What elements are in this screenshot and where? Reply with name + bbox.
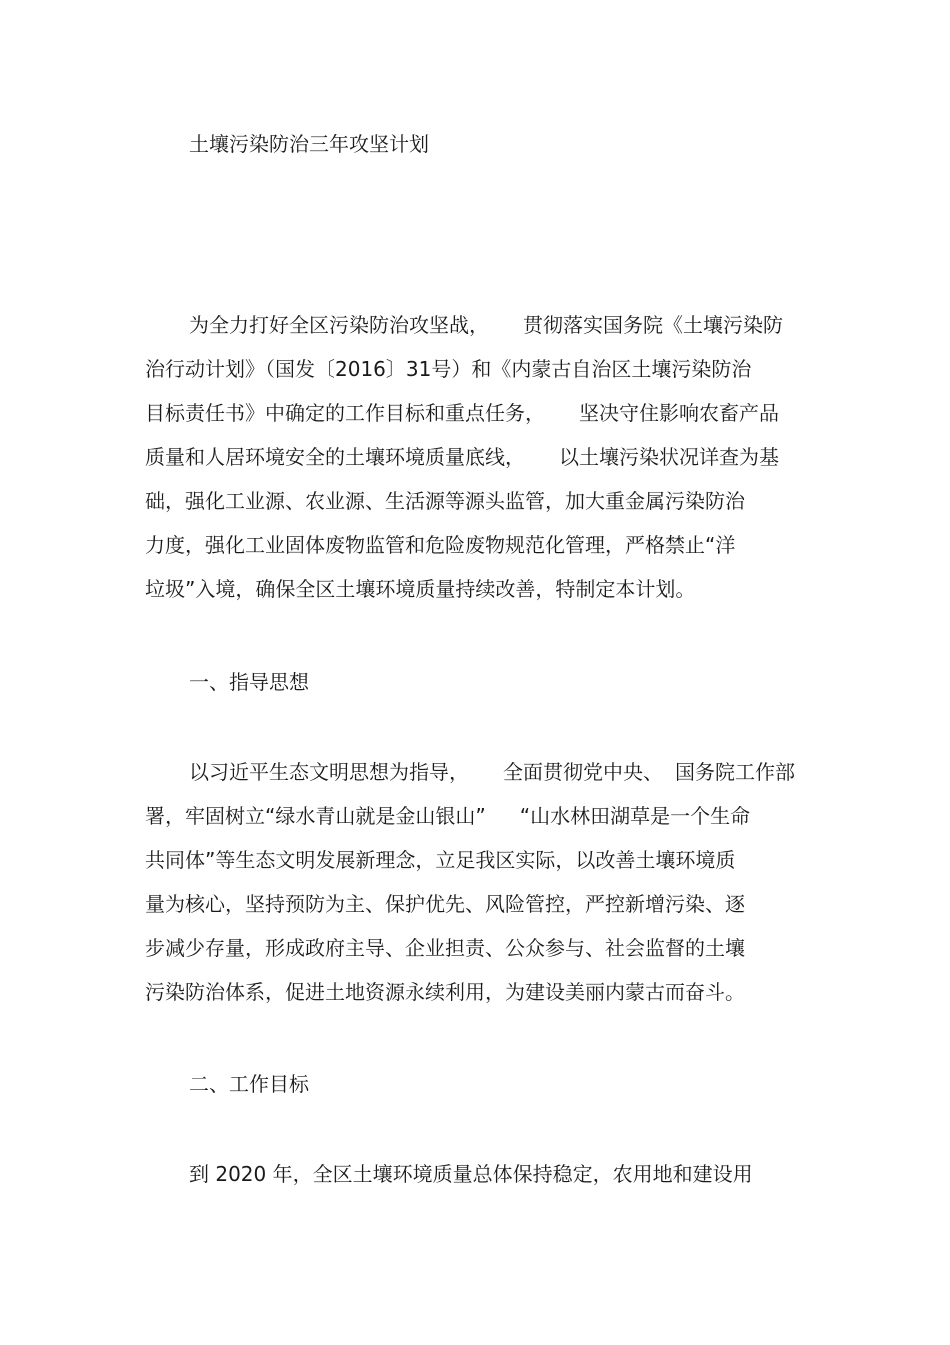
paragraph-line: 目标责任书》中确定的工作目标和重点任务， 坚决守住影响农畜产品	[145, 401, 779, 425]
paragraph-line: 以习近平生态文明思想为指导， 全面贯彻党中央、 国务院工作部	[189, 760, 795, 784]
paragraph-line: 量为核心，坚持预防为主、保护优先、风险管控，严控新增污染、逐	[145, 892, 745, 916]
paragraph-line: 污染防治体系，促进土地资源永续利用，为建设美丽内蒙古而奋斗。	[145, 980, 745, 1004]
paragraph-line: 垃圾”入境，确保全区土壤环境质量持续改善，特制定本计划。	[145, 577, 696, 601]
paragraph-line: 为全力打好全区污染防治攻坚战， 贯彻落实国务院《土壤污染防	[189, 313, 783, 337]
paragraph-line: 到 2020 年，全区土壤环境质量总体保持稳定，农用地和建设用	[189, 1162, 753, 1186]
paragraph-line: 署，牢固树立“绿水青山就是金山银山” “山水林田湖草是一个生命	[145, 804, 751, 828]
section-heading-guiding-ideology: 一、指导思想	[189, 670, 309, 694]
paragraph-line: 治行动计划》（国发〔2016〕31号）和《内蒙古自治区土壤污染防治	[145, 357, 752, 381]
work-targets-paragraph	[145, 1152, 810, 1196]
paragraph-line: 共同体”等生态文明发展新理念，立足我区实际，以改善土壤环境质	[145, 848, 736, 872]
paragraph-line: 步减少存量，形成政府主导、企业担责、公众参与、社会监督的土壤	[145, 936, 745, 960]
section-heading-work-targets: 二、工作目标	[189, 1072, 309, 1096]
paragraph-line: 础，强化工业源、农业源、生活源等源头监管，加大重金属污染防治	[145, 489, 745, 513]
paragraph-line: 力度，强化工业固体废物监管和危险废物规范化管理，严格禁止“洋	[145, 533, 736, 557]
document-title: 土壤污染防治三年攻坚计划	[189, 132, 429, 156]
intro-paragraph	[145, 303, 810, 611]
paragraph-line: 质量和人居环境安全的土壤环境质量底线， 以土壤污染状况详查为基	[145, 445, 779, 469]
guiding-ideology-paragraph	[145, 750, 810, 1014]
